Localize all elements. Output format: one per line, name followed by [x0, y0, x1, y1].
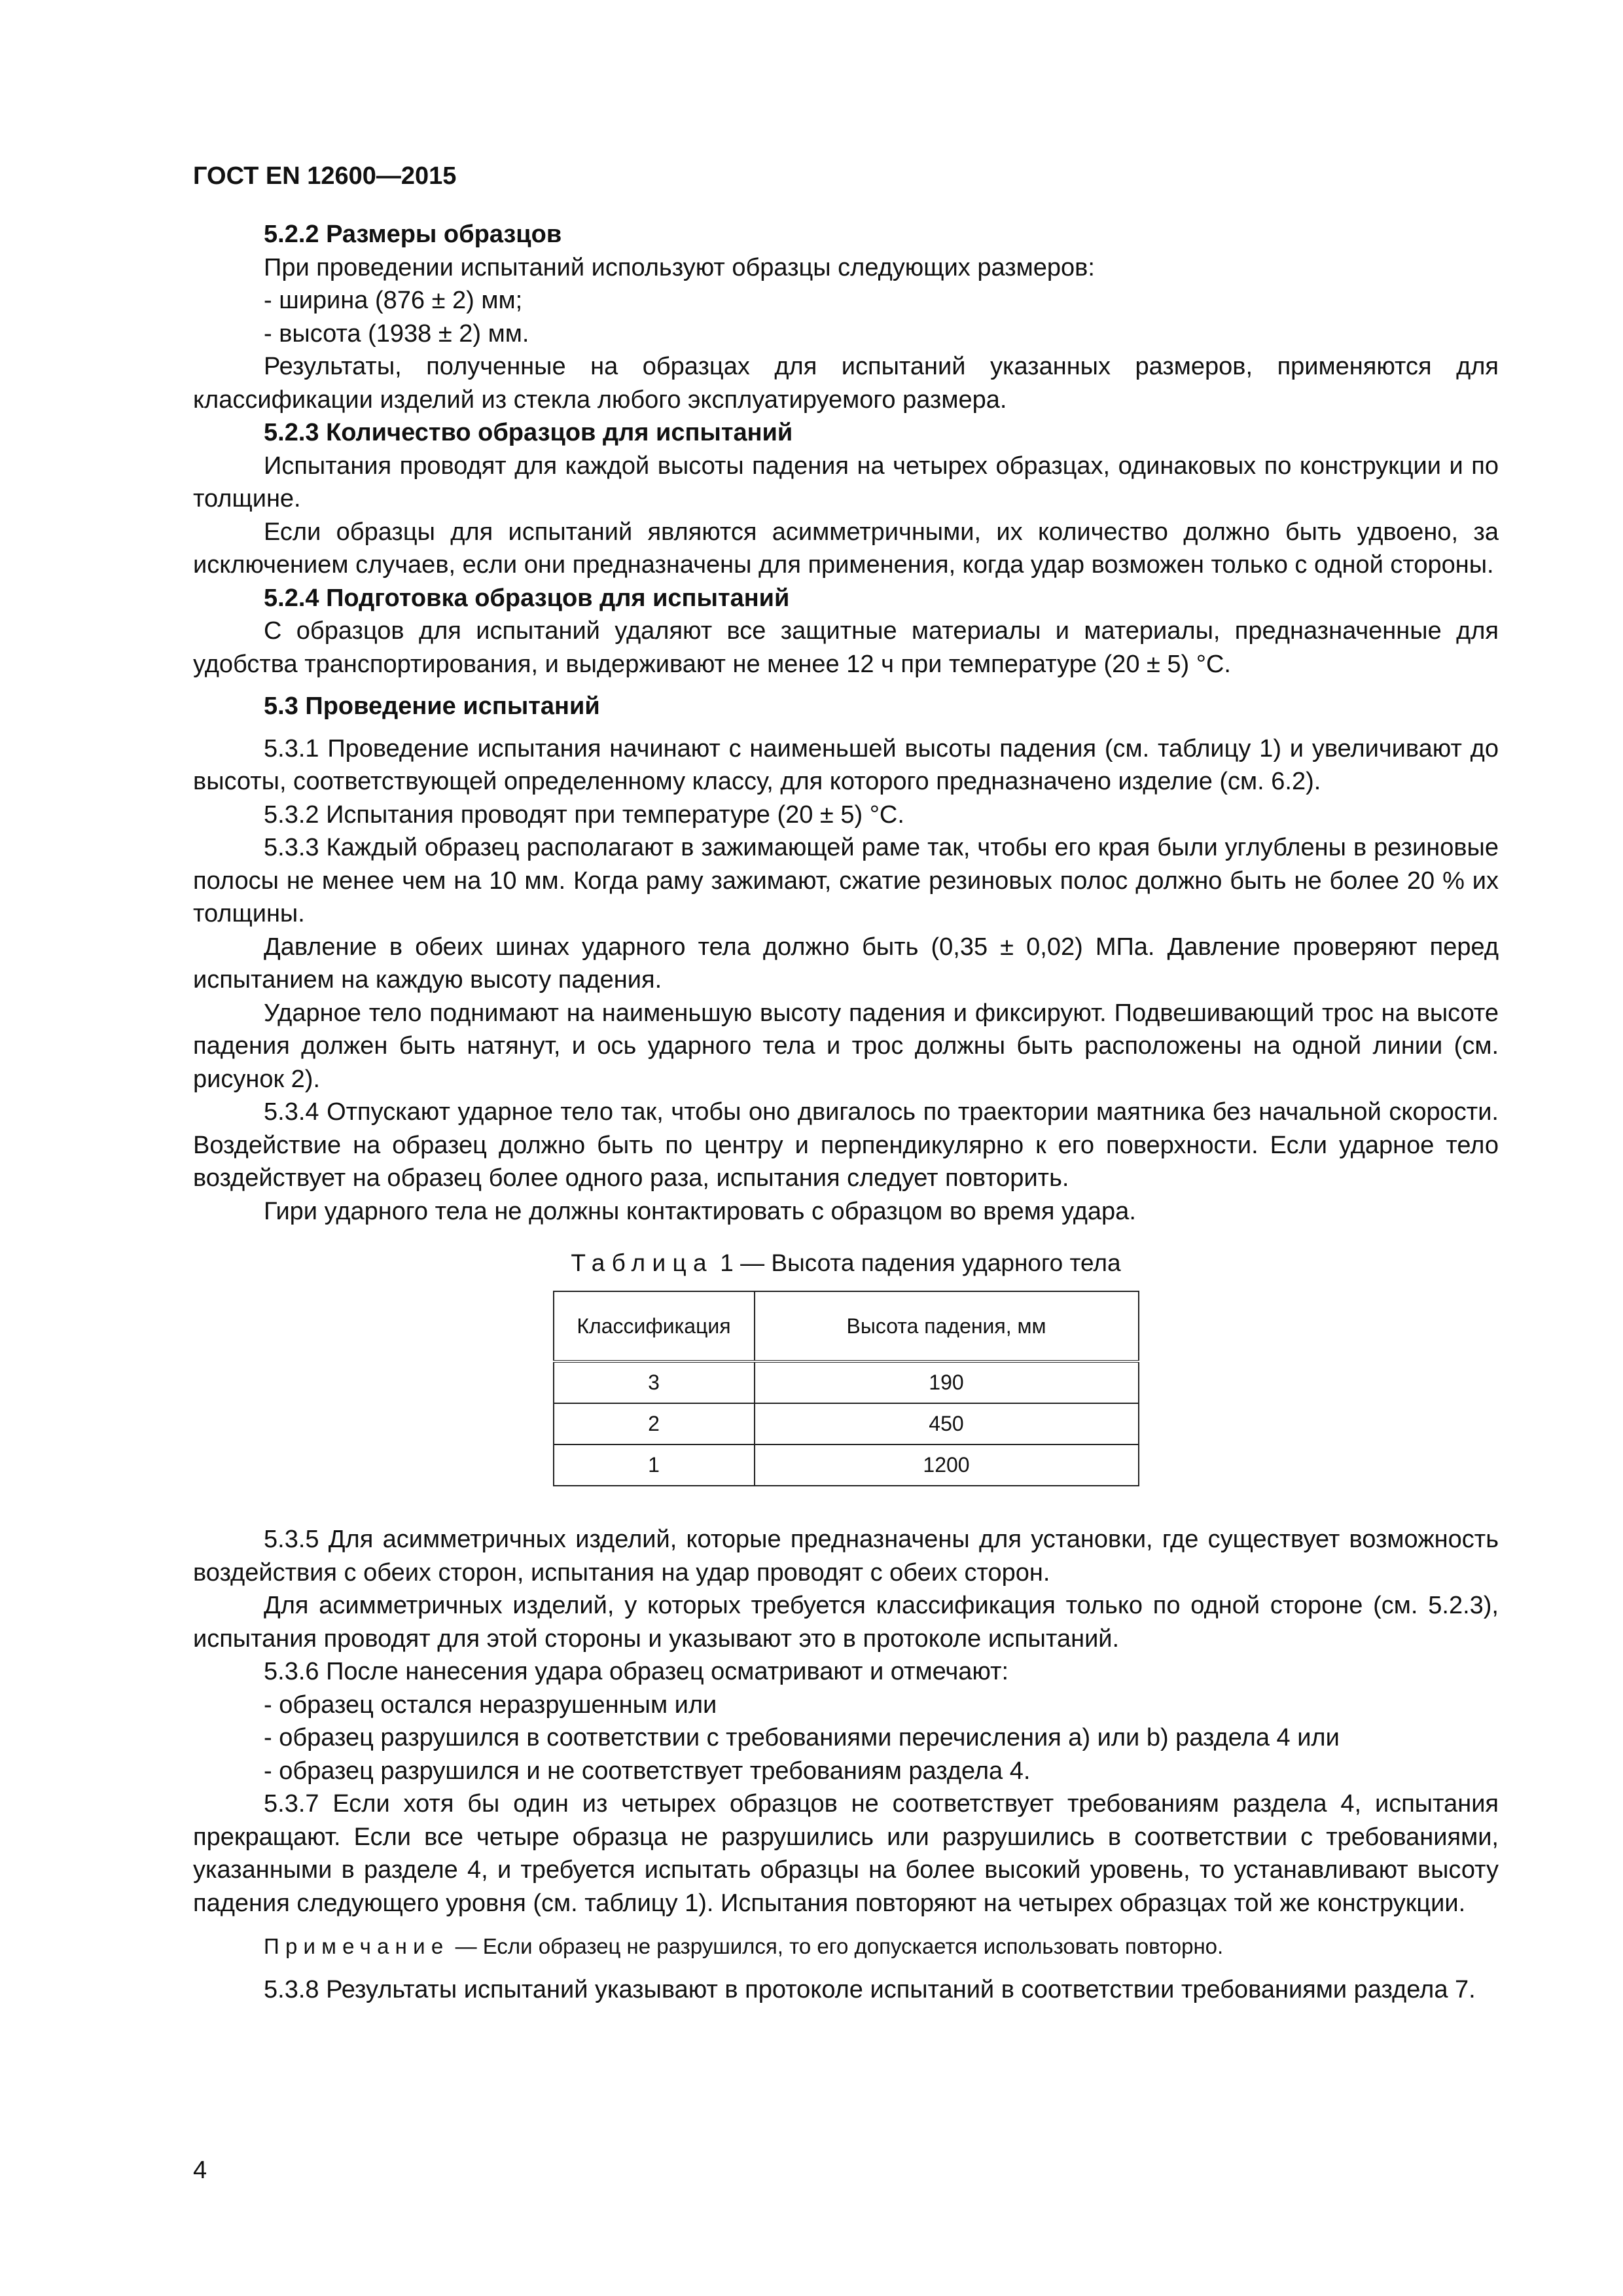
- note-text: — Если образец не разрушился, то его допускается использовать повторно.: [455, 1934, 1224, 1958]
- section-5-3-6-para: 5.3.6 После нанесения удара образец осматривают и отмечают:: [264, 1658, 1009, 1685]
- list-item: - высота (1938 ± 2) мм.: [264, 319, 529, 348]
- table-cell: 1: [554, 1444, 755, 1486]
- list-item: - ширина (876 ± 2) мм;: [264, 287, 523, 314]
- section-5-2-2-title: 5.2.2 Размеры образцов: [264, 221, 562, 248]
- section-5-3-5-para: Для асимметричных изделий, у которых требуется классификация только по одной стороне (см. 5.2.3), испытания проводят для этой стороны и указывают это в протоколе испытаний.: [193, 1592, 1499, 1653]
- list-item: - образец разрушился в соответствии с требованиями перечисления a) или b) раздела 4 или: [264, 1724, 1340, 1751]
- table-caption-text: 1 — Высота падения ударного тела: [720, 1249, 1121, 1276]
- document-page: [193, 160, 1499, 2007]
- section-5-2-2-para: Результаты, полученные на образцах для испытаний указанных размеров, применяются для классификации изделий из стекла любого эксплуатируемого размера.: [193, 353, 1499, 414]
- table-row: [554, 1361, 1139, 1403]
- table-cell: 1200: [755, 1444, 1139, 1486]
- section-5-2-4-title: 5.2.4 Подготовка образцов для испытаний: [264, 584, 790, 612]
- section-5-3-8-para: 5.3.8 Результаты испытаний указывают в протоколе испытаний в соответствии требованиями раздела 7.: [264, 1976, 1476, 2003]
- section-5-2-3-title: 5.2.3 Количество образцов для испытаний: [264, 419, 793, 446]
- table-caption-word: Таблица: [571, 1249, 713, 1276]
- section-5-3-5-para: 5.3.5 Для асимметричных изделий, которые предназначены для установки, где существует возможность воздействия с обеих сторон, испытания на удар проводят с обеих сторон.: [193, 1526, 1499, 1587]
- table-cell: 190: [755, 1361, 1139, 1403]
- list-item: - образец разрушился и не соответствует требованиям раздела 4.: [264, 1757, 1031, 1785]
- page-number: 4: [193, 2157, 207, 2184]
- section-5-3-7-para: 5.3.7 Если хотя бы один из четырех образцов не соответствует требованиям раздела 4, испытания прекращают. Если все четыре образца не разрушились или разрушились в соответствии с требованиями, указанными в разделе 4, и требуется испытать образцы на более высокий уровень, то устанавливают высоту падения следующего уровня (см. таблицу 1). Испытания повторяют на четырех образцах той же конструкции.: [193, 1790, 1499, 1917]
- section-5-2-3-para: Испытания проводят для каждой высоты падения на четырех образцах, одинаковых по конструкции и по толщине.: [193, 452, 1499, 512]
- section-5-3-4-para: Гири ударного тела не должны контактировать с образцом во время удара.: [264, 1197, 1136, 1225]
- table-row: [554, 1403, 1139, 1444]
- section-5-2-3-para: Если образцы для испытаний являются асимметричными, их количество должно быть удвоено, за исключением случаев, если они предназначены для применения, когда удар возможен только с одной стороны.: [193, 518, 1499, 579]
- table-header-drop-height: Высота падения, мм: [755, 1291, 1139, 1361]
- section-5-3-4-para: 5.3.4 Отпускают ударное тело так, чтобы оно двигалось по траектории маятника без начальной скорости. Воздействие на образец должно быть по центру и перпендикулярно к его поверхности. Если ударное тело воздействует на образец более одного раза, испытания следует повторить.: [193, 1098, 1499, 1192]
- list-item: - образец остался неразрушенным или: [264, 1691, 717, 1719]
- table-caption: [193, 1247, 1499, 1279]
- section-5-3-title: 5.3 Проведение испытаний: [264, 692, 600, 720]
- section-5-3-3-para: Ударное тело поднимают на наименьшую высоту падения и фиксируют. Подвешивающий трос на высоте падения должен быть натянут, и ось ударного тела и трос должны быть расположены на одной линии (см. рисунок 2).: [193, 999, 1499, 1093]
- section-5-3-1-para: 5.3.1 Проведение испытания начинают с наименьшей высоты падения (см. таблицу 1) и увеличивают до высоты, соответствующей определенному классу, для которого предназначено изделие (см. 6.2).: [193, 734, 1499, 795]
- table-row: [554, 1444, 1139, 1486]
- document-id-header: ГОСТ EN 12600—2015: [193, 162, 457, 190]
- drop-height-table: [553, 1291, 1139, 1486]
- section-5-3-3-para: Давление в обеих шинах ударного тела должно быть (0,35 ± 0,02) МПа. Давление проверяют перед испытанием на каждую высоту падения.: [193, 933, 1499, 994]
- table-cell: 450: [755, 1403, 1139, 1444]
- table-cell: 2: [554, 1403, 755, 1444]
- section-5-3-2-para: 5.3.2 Испытания проводят при температуре (20 ± 5) °С.: [264, 800, 904, 829]
- table-cell: 3: [554, 1361, 755, 1403]
- note: [193, 1931, 1499, 1962]
- note-word: Примечание: [264, 1934, 450, 1958]
- section-5-2-2-para: При проведении испытаний используют образцы следующих размеров:: [264, 253, 1095, 281]
- table-header-classification: Классификация: [554, 1291, 755, 1361]
- section-5-3-3-para: 5.3.3 Каждый образец располагают в зажимающей раме так, чтобы его края были углублены в резиновые полосы не менее чем на 10 мм. Когда раму зажимают, сжатие резиновых полос должно быть не более 20 % их толщины.: [193, 834, 1499, 927]
- section-5-2-4-para: С образцов для испытаний удаляют все защитные материалы и материалы, предназначенные для удобства транспортирования, и выдерживают не менее 12 ч при температуре (20 ± 5) °С.: [193, 617, 1499, 678]
